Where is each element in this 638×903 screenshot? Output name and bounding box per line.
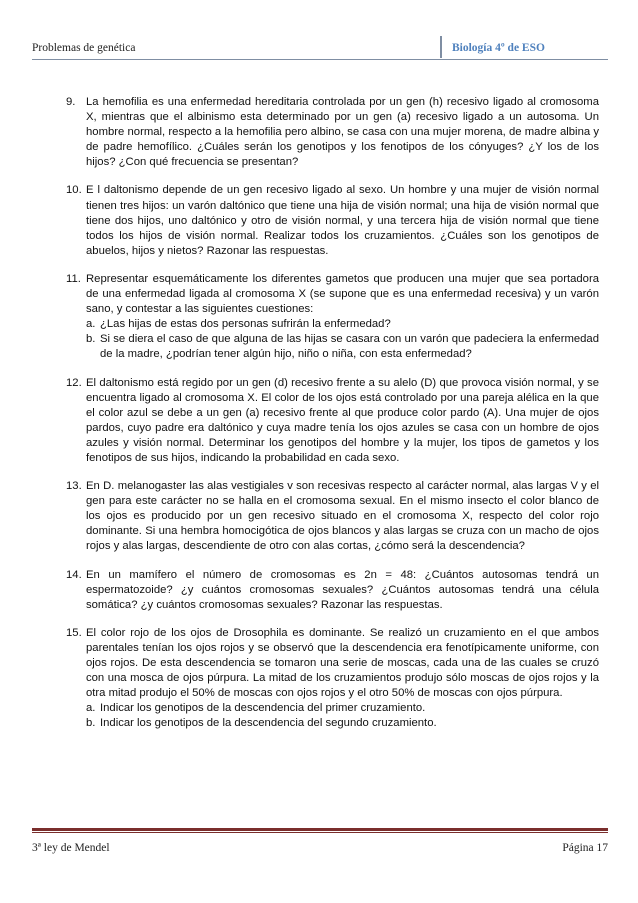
problem-number: 12.	[66, 376, 82, 389]
subquestion-letter: a.	[86, 702, 96, 715]
subquestion-letter: b.	[86, 717, 96, 730]
footer-divider-thick	[32, 828, 608, 831]
header-subject: Biología 4º de ESO	[452, 42, 545, 54]
subquestion-a	[86, 701, 599, 716]
problem-14	[66, 568, 599, 613]
subquestion-text: Si se diera el caso de que alguna de las hijas se casara con un varón que padeciera la enfermedad de la madre, ¿podrían tener algún hijo, niño o niña, con esta enfermedad?	[100, 333, 599, 361]
page-header	[32, 36, 608, 60]
problem-13	[66, 479, 599, 554]
subquestion-list	[86, 317, 599, 362]
problem-number: 9.	[66, 96, 76, 108]
problem-number: 13.	[66, 480, 82, 493]
subquestion-letter: b.	[86, 333, 96, 346]
subquestion-text: Indicar los genotipos de la descendencia del segundo cruzamiento.	[100, 717, 437, 730]
problem-text: El color rojo de los ojos de Drosophila es dominante. Se realizó un cruzamiento en el que ambos parentales tenían los ojos rojos y se observó que la descendencia era fenotípicamente uniforme, con ojos rojos. De esta descendencia se tomaron una serie de moscas, cada una de las cuales se cruzó con una mosca de ojos púrpura. La mitad de los cruzamientos produjo sólo moscas de ojos rojos y la otra mitad produjo el 50% de moscas con ojos rojos y el otro 50% de moscas con ojos púrpura.	[86, 626, 599, 700]
problem-9	[66, 95, 599, 170]
page-number: Página 17	[562, 842, 608, 854]
problem-15	[66, 626, 599, 732]
header-divider	[32, 59, 608, 60]
footer-divider-thin	[32, 832, 608, 833]
problem-number: 10.	[66, 184, 82, 197]
problem-number: 14.	[66, 568, 82, 581]
footer-topic: 3ª ley de Mendel	[32, 842, 110, 854]
header-subject-box	[440, 36, 610, 58]
problem-text: E l daltonismo depende de un gen recesivo ligado al sexo. Un hombre y una mujer de visión normal tienen tres hijos: un varón daltónico que tiene una hija de visión normal; una hija de visión normal que tiene dos hijos, uno daltónico y otro de visión normal, y una tercera hija de visión normal que tiene todos los hijos de visión normal. Realizar todos los cruzamientos. ¿Cuáles son los genotipos de abuelos, hijos y nietos? Razonar las respuestas.	[86, 184, 599, 257]
subquestion-list	[86, 701, 599, 731]
problem-list	[66, 95, 599, 744]
problem-text: En un mamífero el número de cromosomas es 2n = 48: ¿Cuántos autosomas tendrá un espermatozoide? ¿y cuántos cromosomas sexuales? ¿Cuántos autosomas tendrá una célula somática? ¿y cuántos cromosomas sexuales? Razonar las respuestas.	[86, 568, 599, 611]
subquestion-text: ¿Las hijas de estas dos personas sufrirán la enfermedad?	[100, 318, 391, 331]
header-title: Problemas de genética	[32, 42, 136, 54]
problem-11	[66, 272, 599, 363]
subquestion-b	[86, 716, 599, 731]
problem-text: Representar esquemáticamente los diferentes gametos que producen una mujer que sea portadora de una enfermedad ligada al cromosoma X (se supone que es una enfermedad recesiva) y un varón sano, y contestar a las siguientes cuestiones:	[86, 272, 599, 316]
problem-12	[66, 376, 599, 467]
subquestion-b	[86, 332, 599, 362]
subquestion-a	[86, 317, 599, 332]
problem-number: 15.	[66, 626, 82, 639]
problem-text: La hemofilia es una enfermedad hereditaria controlada por un gen (h) recesivo ligado al cromosoma X, mientras que el albinismo esta determinado por un gen (a) recesivo ligado a un autosoma. Un hombre normal, respecto a la hemofilia pero albino, se casa con una mujer morena, de madre albina y de padre hemofílico. ¿Cuáles serán los genotipos y los fenotipos de los cónyuges? ¿Y los de los hijos? ¿Con qué frecuencia se presentan?	[86, 96, 599, 169]
problem-number: 11.	[66, 272, 81, 285]
subquestion-letter: a.	[86, 318, 96, 331]
problem-text: En D. melanogaster las alas vestigiales v son recesivas respecto al carácter normal, alas largas V y el gen para este carácter no se halla en el cromosoma sexual. En el mismo insecto el color blanco de los ojos es producido por un gen recesivo situado en el cromosoma X, respecto del color rojo dominante. Si una hembra homocigótica de ojos blancos y alas largas se cruza con un macho de ojos rojos y alas largas, descendiente de otro con alas cortas, ¿cómo será la descendencia?	[86, 480, 599, 553]
subquestion-text: Indicar los genotipos de la descendencia del primer cruzamiento.	[100, 702, 426, 715]
problem-10	[66, 183, 599, 258]
problem-text: El daltonismo está regido por un gen (d) recesivo frente a su alelo (D) que provoca visión normal, y se encuentra ligado al cromosoma X. El color de los ojos está controlado por una pareja alélica en la que el color azul se debe a un gen (a) recesivo frente al que produce color pardo (A). Una mujer de ojos pardos, cuyo padre era daltónico y cuya madre tenía los ojos azules se casa con un hombre de ojos azules y visión normal. Determinar los genotipos del hombre y la mujer, los tipos de gametos y los fenotipos de sus hijos, indicando la probabilidad en cada sexo.	[86, 376, 599, 464]
